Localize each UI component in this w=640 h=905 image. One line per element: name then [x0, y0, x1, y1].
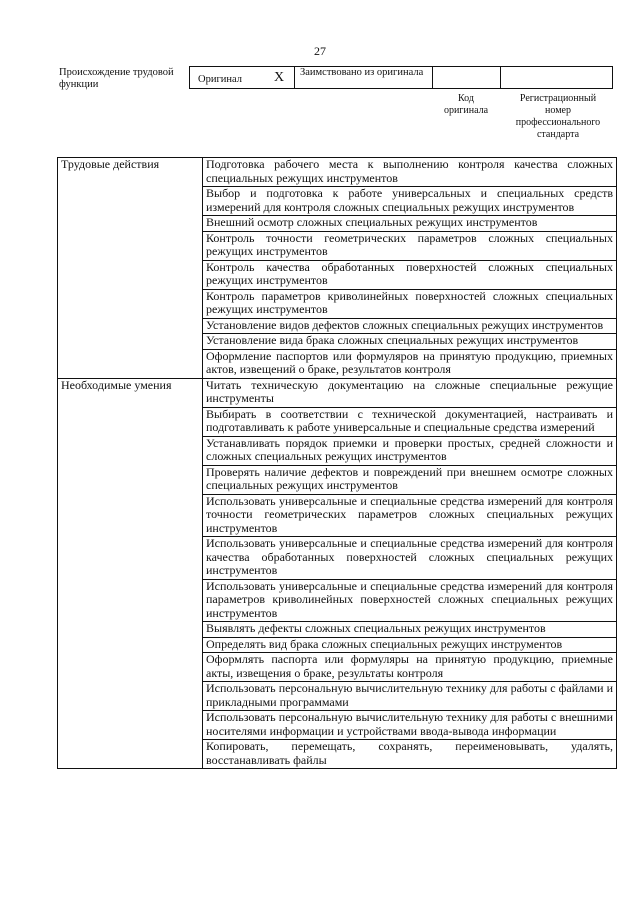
origin-original-cell: [189, 66, 295, 89]
section-item: Контроль параметров криволинейных поверхностей сложных специальных режущих инструментов: [203, 289, 617, 318]
table-row: [58, 378, 617, 407]
section-item: Выбор и подготовка к работе универсальных и специальных средств измерений для контроля сложных специальных режущих инструментов: [203, 187, 617, 216]
section-item: Использовать универсальные и специальные средства измерений для контроля точности геометрических параметров сложных специальных режущих инструментов: [203, 494, 617, 537]
section-item: Использовать персональную вычислительную технику для работы с файлами и прикладными программами: [203, 682, 617, 711]
section-item: Оформлять паспорта или формуляры на принятую продукцию, приемные акты, извещения о браке, результаты контроля: [203, 653, 617, 682]
section-item: Оформление паспортов или формуляров на принятую продукцию, приемных актов, извещений о браке, результатов контроля: [203, 349, 617, 378]
original-label: Оригинал: [198, 74, 242, 85]
section-item: Определять вид брака сложных специальных режущих инструментов: [203, 637, 617, 653]
section-heading: Трудовые действия: [58, 158, 203, 379]
origin-code-cell: [432, 66, 501, 89]
section-item: Контроль точности геометрических параметров сложных специальных режущих инструментов: [203, 231, 617, 260]
section-item: Использовать персональную вычислительную технику для работы с внешними носителями информации и устройствами ввода-вывода информации: [203, 711, 617, 740]
origin-reg-number-cell: [500, 66, 613, 89]
section-item: Выбирать в соответствии с технической документацией, настраивать и подготавливать к работе универсальные и специальные средства измерений: [203, 407, 617, 436]
section-item: Подготовка рабочего места к выполнению контроля качества сложных специальных режущих инструментов: [203, 158, 617, 187]
section-item: Выявлять дефекты сложных специальных режущих инструментов: [203, 622, 617, 638]
section-item: Проверять наличие дефектов и повреждений при внешнем осмотре сложных специальных режущих инструментов: [203, 465, 617, 494]
section-item: Установление вида брака сложных специальных режущих инструментов: [203, 334, 617, 350]
function-table: [57, 157, 617, 769]
origin-borrowed-cell: [294, 66, 433, 89]
section-heading: Необходимые умения: [58, 378, 203, 769]
reg-number-caption: Регистрационный номер профессионального стандарта: [515, 93, 601, 140]
original-mark: X: [274, 70, 285, 85]
borrowed-label: Заимствовано из оригинала: [300, 67, 424, 78]
origin-label: Происхождение трудовой функции: [59, 67, 174, 90]
table-row: [58, 158, 617, 187]
section-item: Внешний осмотр сложных специальных режущих инструментов: [203, 216, 617, 232]
section-item: Устанавливать порядок приемки и проверки простых, средней сложности и сложных специальных режущих инструментов: [203, 436, 617, 465]
section-item: Копировать, перемещать, сохранять, переименовывать, удалять, восстанавливать файлы: [203, 740, 617, 769]
page-number: 27: [314, 44, 326, 58]
code-caption: Код оригинала: [443, 93, 489, 116]
section-item: Использовать универсальные и специальные средства измерений для контроля качества обработанных поверхностей сложных специальных режущих инструментов: [203, 537, 617, 580]
section-item: Установление видов дефектов сложных специальных режущих инструментов: [203, 318, 617, 334]
section-item: Контроль качества обработанных поверхностей сложных специальных режущих инструментов: [203, 260, 617, 289]
section-item: Читать техническую документацию на сложные специальные режущие инструменты: [203, 378, 617, 407]
section-item: Использовать универсальные и специальные средства измерений для контроля параметров криволинейных поверхностей сложных специальных режущих инструментов: [203, 579, 617, 622]
